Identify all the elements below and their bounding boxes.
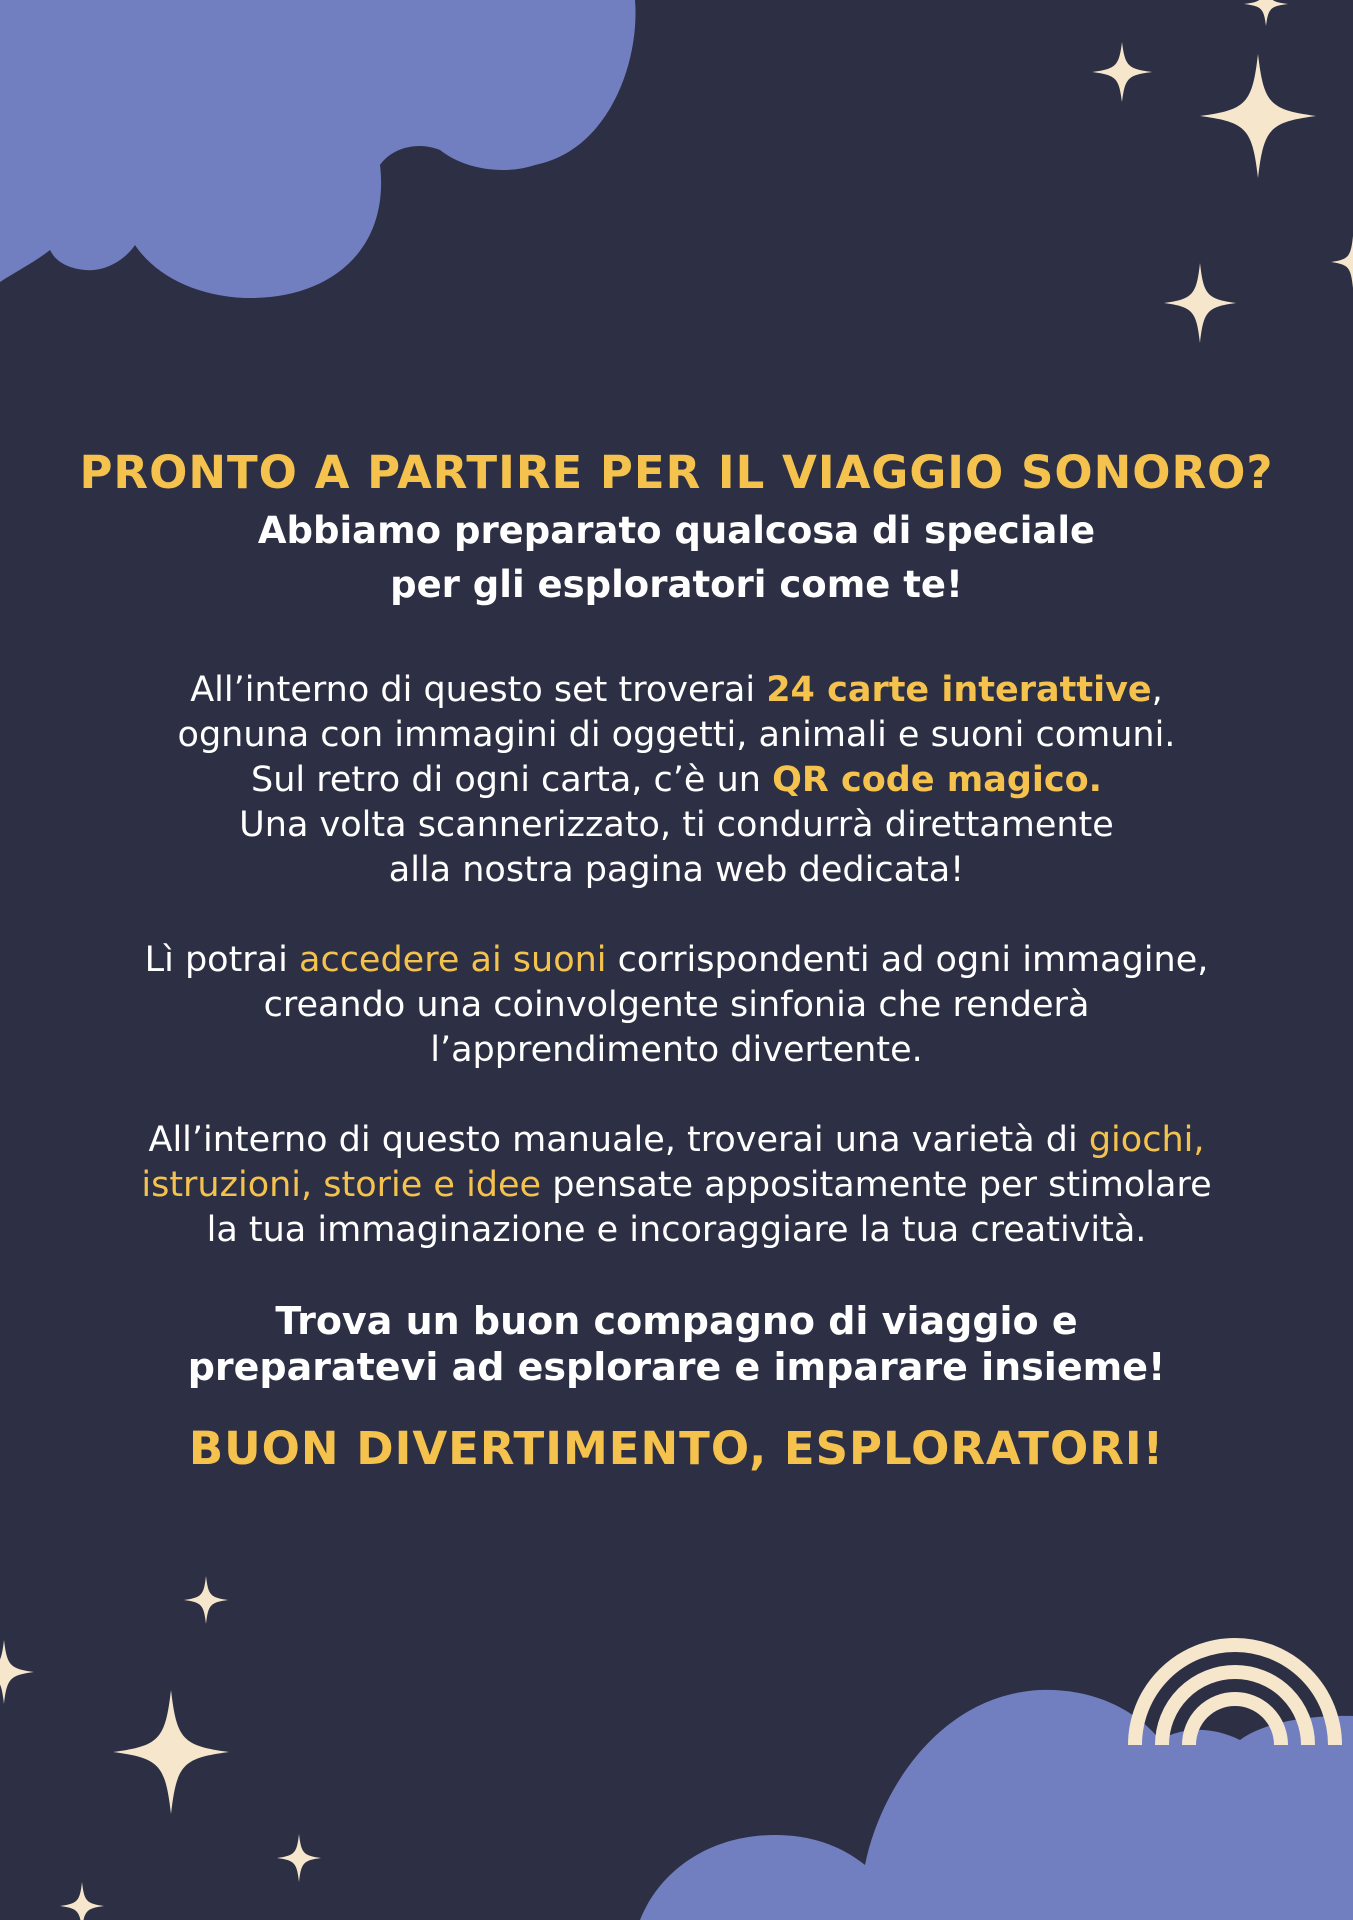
star-icons-top: [1092, 0, 1353, 343]
text-line: la tua immaginazione e incoraggiare la tua creatività.: [206, 1210, 1147, 1250]
closing-block: [0, 1298, 1353, 1390]
star-icon: [0, 1640, 34, 1704]
sign-off-title: BUON DIVERTIMENTO, ESPLORATORI!: [188, 1422, 1165, 1475]
closing-line: preparatevi ad esplorare e imparare insieme!: [187, 1345, 1166, 1389]
cloud-icon-bottom-right: [640, 1690, 1353, 1920]
text-line: Lì potrai accedere ai suoni corrispondenti ad ogni immagine,: [144, 940, 1209, 980]
star-icon: [1244, 0, 1288, 26]
star-icon: [1331, 236, 1353, 288]
text-line: istruzioni, storie e idee pensate appositamente per stimolare: [141, 1165, 1212, 1205]
cloud-icon-top-left: [0, 0, 636, 298]
text-line: l’apprendimento divertente.: [430, 1030, 923, 1070]
text-line: All’interno di questo set troverai 24 carte interattive,: [190, 670, 1163, 710]
paragraph-sounds: [0, 938, 1353, 1073]
paragraph-manual: [0, 1118, 1353, 1253]
text-line: All’interno di questo manuale, troverai una varietà di giochi,: [148, 1120, 1205, 1160]
highlight-text: giochi,: [1088, 1120, 1205, 1160]
highlight-text: 24 carte interattive: [766, 670, 1152, 710]
text-line: Sul retro di ogni carta, c’è un QR code magico.: [251, 760, 1102, 800]
star-icon: [277, 1834, 321, 1882]
star-icon: [1092, 42, 1152, 102]
star-icon: [1164, 263, 1236, 343]
intro-block: [0, 504, 1353, 612]
highlight-text: istruzioni, storie e idee: [141, 1165, 542, 1205]
star-icon: [60, 1882, 104, 1920]
intro-line: Abbiamo preparato qualcosa di speciale: [257, 509, 1096, 552]
main-content: [0, 448, 1353, 1474]
star-icons-bottom: [0, 1576, 321, 1920]
text-line: Una volta scannerizzato, ti condurrà direttamente: [239, 805, 1114, 845]
page-title: PRONTO A PARTIRE PER IL VIAGGIO SONORO?: [79, 446, 1274, 499]
rainbow-arc-icon: [1135, 1645, 1335, 1745]
intro-line: per gli esploratori come te!: [390, 563, 963, 606]
paragraph-cards: [0, 668, 1353, 893]
text-line: creando una coinvolgente sinfonia che renderà: [263, 985, 1090, 1025]
star-icon: [113, 1690, 229, 1814]
closing-line: Trova un buon compagno di viaggio e: [275, 1299, 1078, 1343]
star-icon: [184, 1576, 228, 1624]
text-line: alla nostra pagina web dedicata!: [388, 850, 965, 890]
text-line: ognuna con immagini di oggetti, animali e suoni comuni.: [177, 715, 1176, 755]
highlight-text: accedere ai suoni: [299, 940, 607, 980]
star-icon: [1200, 54, 1316, 178]
highlight-text: QR code magico.: [772, 760, 1102, 800]
